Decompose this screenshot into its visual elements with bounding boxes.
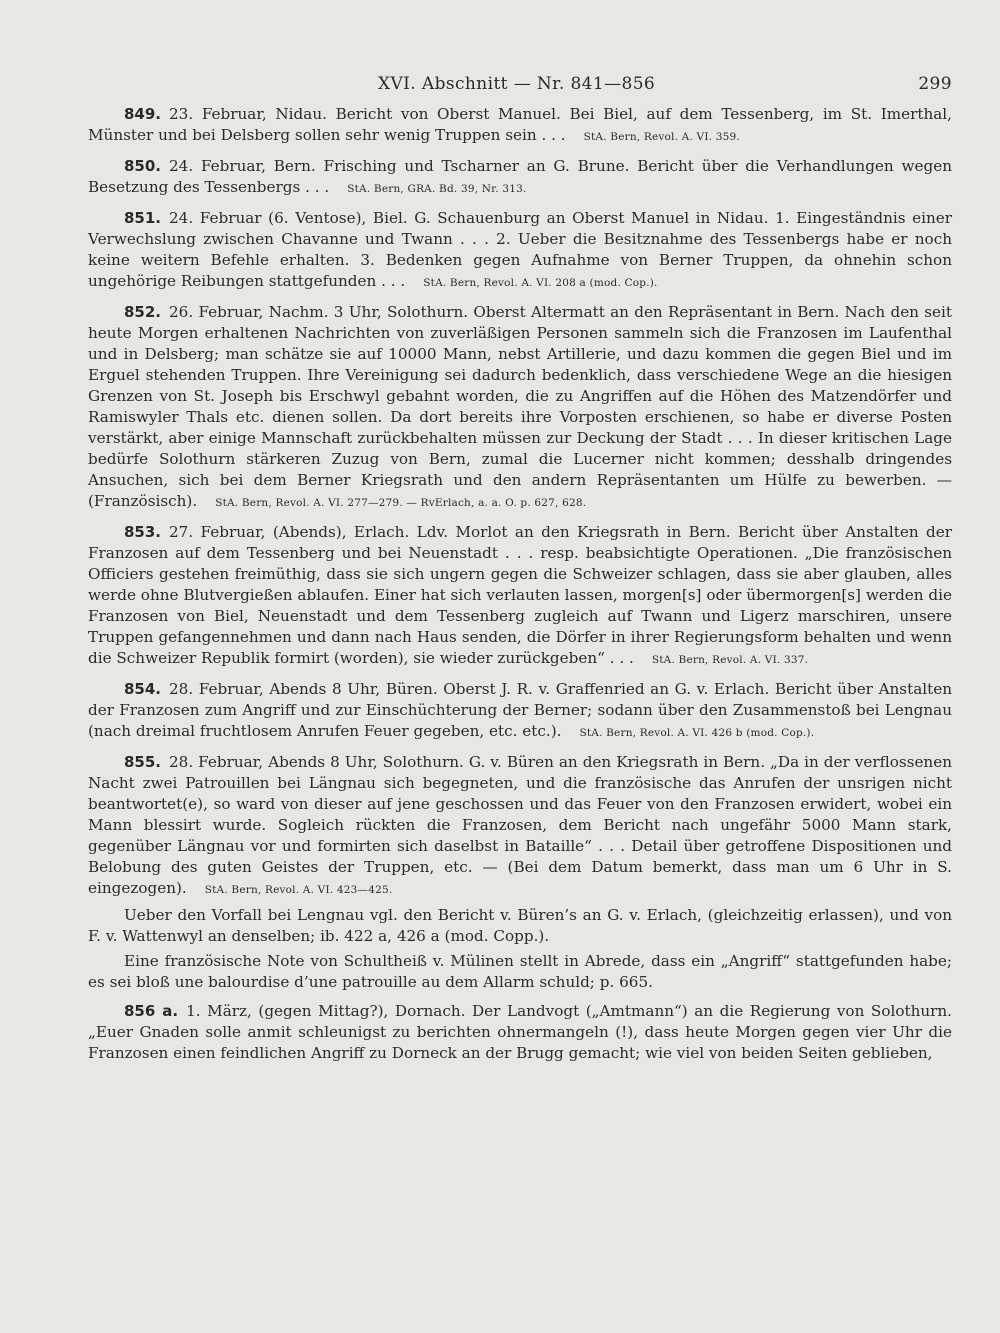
entry-number: 850.: [124, 157, 162, 175]
note-paragraph: Eine französische Note von Schultheiß v. Mülinen stellt in Abrede, dass ein „Angriff“ stattgefunden habe; es sei bloß une balourdise d’une patrouille au dem Allarm schuld; p. 665.: [88, 952, 952, 991]
running-title: XVI. Abschnitt — Nr. 841—856: [378, 74, 656, 94]
entry-text: 1. März, (gegen Mittag?), Dornach. Der Landvogt („Amtmann“) an die Regierung von Solothurn. „Euer Gnaden solle anmit schleunigst zu berichten ohnermangeln (!), dass heute Morgen gegen vier Uhr die Franzosen einen feindlichen Angriff zu Dorneck an der Brugg gemacht; wie viel von beiden Seiten geblieben,: [88, 1002, 953, 1062]
entry-851: [88, 208, 952, 294]
entry-855-notes: [88, 905, 952, 993]
entry-number: 851.: [124, 209, 162, 227]
entry-source: StA. Bern, Revol. A. VI. 208 a (mod. Cop.).: [423, 277, 658, 289]
entry-number: 856 a.: [124, 1002, 179, 1020]
entry-number: 854.: [124, 680, 162, 698]
entry-852: [88, 302, 952, 514]
entry-number: 853.: [124, 523, 162, 541]
entry-text: 26. Februar, Nachm. 3 Uhr, Solothurn. Oberst Altermatt an den Repräsentant in Bern. Nach den seit heute Morgen erhaltenen Nachrichten von zuverläßigen Personen sammeln sich die Franzosen im Laufenthal und in Delsberg; man schätze sie auf 10000 Mann, nebst Artillerie, und dazu kommen die gegen Biel und im Erguel stehenden Truppen. Ihre Vereinigung sei dadurch bedenklich, dass verschiedene Wege an die hiesigen Grenzen von St. Joseph bis Erschwyl gebahnt worden, die zu Angriffen auf die Höhen des Matzendörfer und Ramiswyler Thals etc. dienen sollen. Da dort bereits ihre Vorposten erschienen, so habe er diverse Posten verstärkt, aber einige Mannschaft zurückbehalten müssen zur Deckung der Stadt . . . In dieser kritischen Lage bedürfe Solothurn stärkeren Zuzug von Bern, zumal die Lucerner nicht kommen; desshalb dringendes Ansuchen, sich bei dem Berner Kriegsrath und den andern Repräsentanten um Hülfe zu bewerben. — (Französisch).: [88, 303, 952, 510]
entry-854: [88, 679, 952, 744]
entry-source: StA. Bern, Revol. A. VI. 277—279. — RvErlach, a. a. O. p. 627, 628.: [215, 497, 587, 509]
entry-source: StA. Bern, Revol. A. VI. 359.: [583, 131, 740, 143]
entry-850: [88, 156, 952, 200]
entry-text: 24. Februar (6. Ventose), Biel. G. Schauenburg an Oberst Manuel in Nidau. 1. Eingeständnis einer Verwechslung zwischen Chavanne und Twann . . . 2. Ueber die Besitznahme des Tessenbergs habe er noch keine weitern Befehle erhalten. 3. Bedenken gegen Aufnahme von Berner Truppen, da ohnehin schon ungehörige Reibungen stattgefunden . . .: [88, 209, 952, 290]
entry-source: StA. Bern, Revol. A. VI. 337.: [651, 654, 809, 666]
entry-text: 28. Februar, Abends 8 Uhr, Büren. Oberst J. R. v. Graffenried an G. v. Erlach. Bericht über Anstalten der Franzosen zum Angriff und zur Einschüchterung der Berner; sodann über den Zusammenstoß bei Lengnau (nach dreimal fruchtlosem Anrufen Feuer gegeben, etc. etc.).: [88, 680, 952, 740]
entry-853: [88, 522, 952, 671]
entry-855: [88, 752, 952, 901]
note-paragraph: Ueber den Vorfall bei Lengnau vgl. den Bericht v. Büren’s an G. v. Erlach, (gleichzeitig erlassen), und von F. v. Wattenwyl an denselben; ib. 422 a, 426 a (mod. Copp.).: [88, 906, 952, 945]
page-number: 299: [918, 74, 952, 94]
entry-source: StA. Bern, Revol. A. VI. 426 b (mod. Cop.).: [579, 727, 815, 739]
entry-856a: [88, 1001, 952, 1064]
entry-849: [88, 104, 952, 148]
entry-text: 28. Februar, Abends 8 Uhr, Solothurn. G. v. Büren an den Kriegsrath in Bern. „Da in der verflossenen Nacht zwei Patrouillen bei Längnau sich begegneten, und die französische das Anrufen der unsrigen nicht beantwortet(e), so ward von dieser auf jene geschossen und das Feuer von den Franzosen erwidert, wobei ein Mann blessirt wurde. Sogleich rückten die Franzosen, dem Bericht nach ungefähr 5000 Mann stark, gegenüber Längnau vor und formirten sich daselbst in Bataille“ . . . Detail über getroffene Dispositionen und Belobung des guten Geistes der Truppen, etc. — (Bei dem Datum bemerkt, dass man um 6 Uhr in S. eingezogen).: [88, 753, 952, 897]
entry-number: 849.: [124, 105, 162, 123]
entry-number: 855.: [124, 753, 162, 771]
entry-text: 27. Februar, (Abends), Erlach. Ldv. Morlot an den Kriegsrath in Bern. Bericht über Anstalten der Franzosen auf dem Tessenberg und bei Neuenstadt . . . resp. beabsichtigte Operationen. „Die französischen Officiers gestehen freimüthig, dass sie sich ungern gegen die Schweizer schlagen, dass sie aber glauben, alles werde ohne Blutvergießen ablaufen. Einer hat sich verlauten lassen, morgen[s] oder übermorgen[s] werden die Franzosen von Biel, Neuenstadt und dem Tessenberg zugleich auf Twann und Ligerz marschiren, unsere Truppen gefangennehmen und dann nach Haus senden, die Dörfer in ihrer Regierungsform behalten und wenn die Schweizer Republik formirt (worden), sie wieder zurückgeben“ . . .: [88, 523, 952, 667]
entry-text: 23. Februar, Nidau. Bericht von Oberst Manuel. Bei Biel, auf dem Tessenberg, im St. Imerthal, Münster und bei Delsberg sollen sehr wenig Truppen sein . . .: [88, 105, 952, 144]
entry-source: StA. Bern, GRA. Bd. 39, Nr. 313.: [347, 183, 527, 195]
entry-text: 24. Februar, Bern. Frisching und Tscharner an G. Brune. Bericht über die Verhandlungen wegen Besetzung des Tessenbergs . . .: [88, 157, 952, 196]
entry-number: 852.: [124, 303, 162, 321]
page-header: [88, 74, 952, 104]
entry-source: StA. Bern, Revol. A. VI. 423—425.: [204, 884, 393, 896]
